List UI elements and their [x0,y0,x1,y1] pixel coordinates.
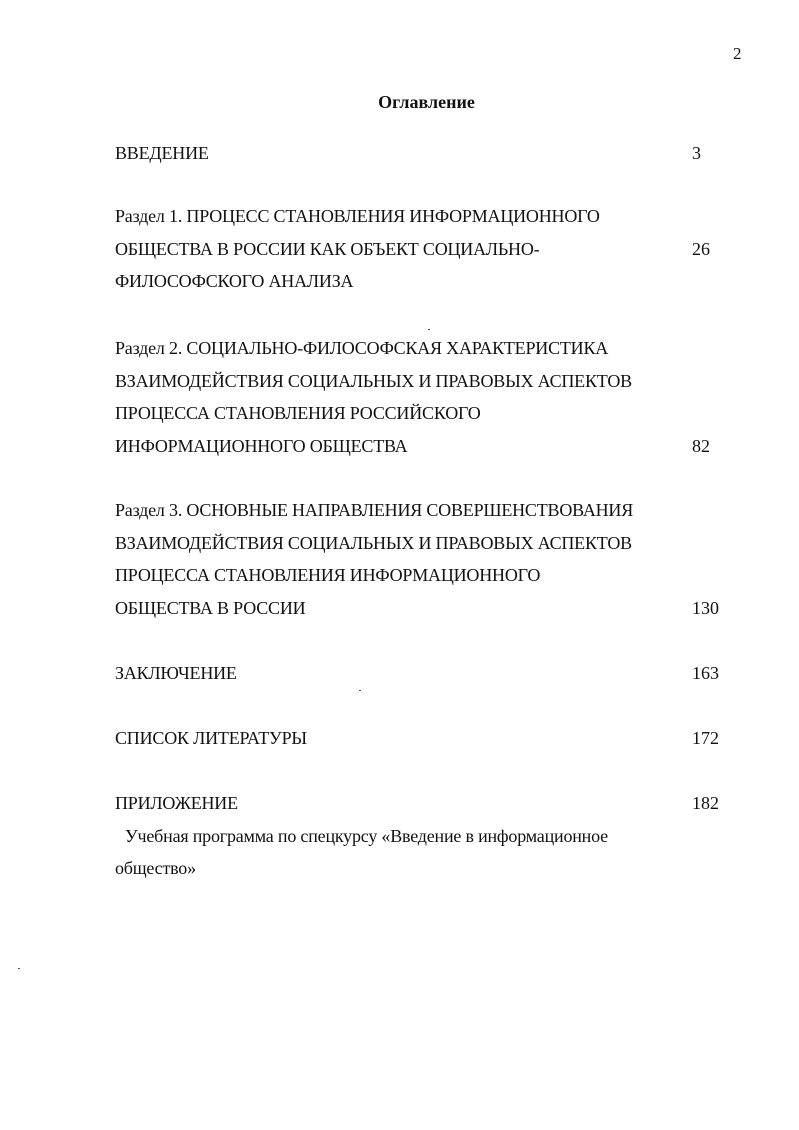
appendix-description: общество» [115,857,196,878]
toc-page-number: 172 [692,728,719,748]
toc-entry-section-1[interactable] [115,200,725,298]
toc-page-number: 26 [692,239,710,259]
toc-page-number: 163 [692,663,719,683]
toc-entry-line: ВВЕДЕНИЕ [115,143,209,163]
toc-entry-line: ПРОЦЕССА СТАНОВЛЕНИЯ ИНФОРМАЦИОННОГО [115,565,541,586]
toc-page-number: 182 [692,793,719,813]
toc-entry-line: ОБЩЕСТВА В РОССИИ [115,597,306,618]
toc-entry-appendix[interactable] [115,787,725,884]
toc-entry-section-3[interactable] [115,494,725,624]
toc-entry-line: ПРОЦЕССА СТАНОВЛЕНИЯ РОССИЙСКОГО [115,403,481,424]
toc-entry-introduction[interactable] [115,137,725,170]
toc-entry-line: Раздел 3. ОСНОВНЫЕ НАПРАВЛЕНИЯ СОВЕРШЕНСТВОВАНИЯ [115,500,634,520]
toc-entry-conclusion[interactable] [115,657,725,690]
toc-page-number: 3 [692,143,701,163]
toc-entry-line: ВЗАИМОДЕЙСТВИЯ СОЦИАЛЬНЫХ И ПРАВОВЫХ АСПЕКТОВ [115,370,632,391]
toc-entry-line: ЗАКЛЮЧЕНИЕ [115,663,237,683]
scan-speck [428,329,430,330]
toc-page-number: 82 [692,436,710,456]
toc-entry-line: ВЗАИМОДЕЙСТВИЯ СОЦИАЛЬНЫХ И ПРАВОВЫХ АСПЕКТОВ [115,532,632,553]
toc-entry-line: СПИСОК ЛИТЕРАТУРЫ [115,728,307,748]
appendix-description: Учебная программа по спецкурсу «Введение в информационное [125,825,608,846]
scan-speck [359,690,361,691]
toc-entry-line: ФИЛОСОФСКОГО АНАЛИЗА [115,271,354,292]
toc-entry-line: ОБЩЕСТВА В РОССИИ КАК ОБЪЕКТ СОЦИАЛЬНО- [115,238,540,259]
toc-entry-bibliography[interactable] [115,722,725,755]
toc-entry-line: ИНФОРМАЦИОННОГО ОБЩЕСТВА [115,435,408,456]
page-number: 2 [733,44,742,63]
toc-entry-section-2[interactable] [115,332,725,462]
scan-speck [18,968,20,969]
toc-entry-line: Раздел 2. СОЦИАЛЬНО-ФИЛОСОФСКАЯ ХАРАКТЕРИСТИКА [115,338,609,358]
toc-entry-line: ПРИЛОЖЕНИЕ [115,793,238,813]
toc-page-number: 130 [692,598,719,618]
toc-title: Оглавление [378,92,475,112]
toc-entry-line: Раздел 1. ПРОЦЕСС СТАНОВЛЕНИЯ ИНФОРМАЦИОННОГО [115,206,600,226]
